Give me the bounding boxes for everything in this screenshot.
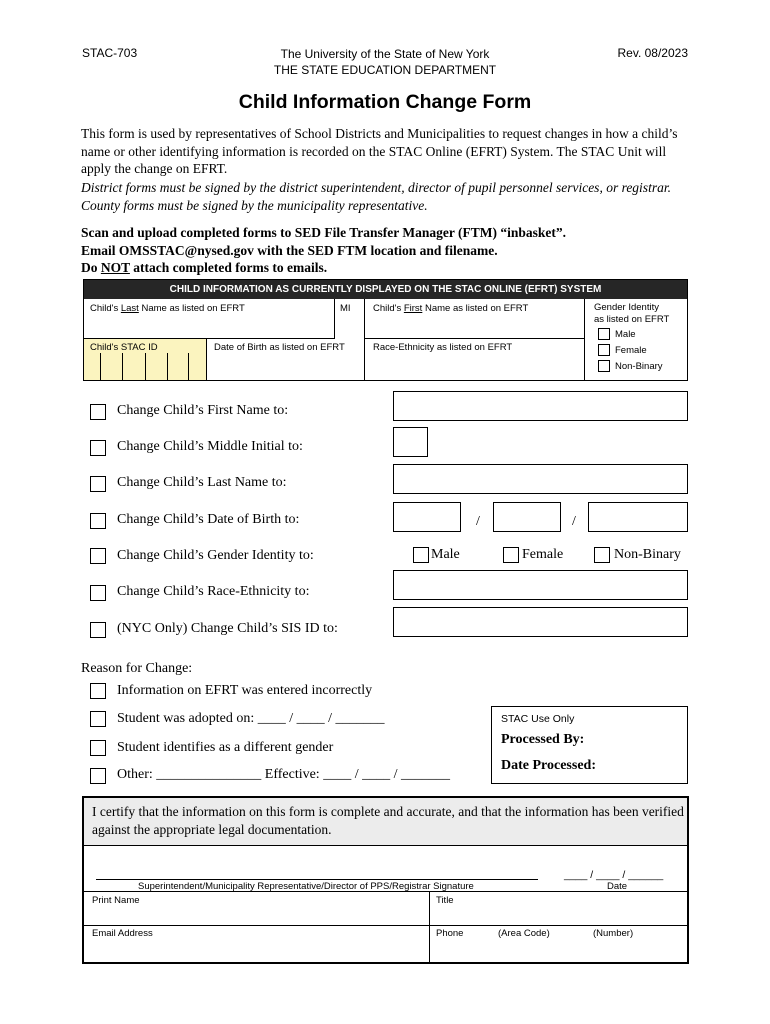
instruction-line-2: Email OMSSTAC@nysed.gov with the SED FTM location and filename. [81,242,498,258]
agency-header [200,46,570,78]
date-processed-label: Date Processed: [501,758,596,773]
change-last-name-label: Change Child’s Last Name to: [117,475,287,490]
gender-identity-label: Gender Identity as listed on EFRT [594,302,670,325]
instruction-line-3: Do NOT attach completed forms to emails. [81,260,328,275]
change-dob-checkbox[interactable] [90,513,106,529]
reason-other-label: Other: _______________ Effective: ____ / ____ / _______ [117,767,450,782]
change-race-checkbox[interactable] [90,585,106,601]
reason-efrt-incorrect-checkbox[interactable] [90,683,106,699]
print-name-label: Print Name [92,895,140,906]
reason-adopted-label: Student was adopted on: ____ / ____ / _______ [117,711,385,726]
efrt-gender-male-label: Male [615,329,636,340]
instructions [81,224,691,277]
new-gender-female-checkbox[interactable] [503,547,519,563]
last-name-label: Child's Last Name as listed on EFRT [90,303,245,314]
efrt-gender-female-label: Female [615,345,647,356]
change-dob-label: Change Child’s Date of Birth to: [117,512,300,527]
change-gender-checkbox[interactable] [90,548,106,564]
new-gender-female-label: Female [522,547,564,562]
mi-label: MI [340,303,351,314]
signature-line[interactable] [96,879,538,880]
date-blank[interactable]: ____ / ____ / ______ [564,869,664,881]
new-last-name-input[interactable] [393,464,688,494]
dob-separator-1: / [476,514,480,529]
title-input[interactable] [436,906,681,923]
new-dob-year-input[interactable] [588,502,688,532]
new-gender-nonbinary-checkbox[interactable] [594,547,610,563]
change-last-name-checkbox[interactable] [90,476,106,492]
efrt-gender-male-checkbox[interactable] [598,328,610,340]
first-name-label: Child's First Name as listed on EFRT [373,303,529,314]
change-gender-label: Change Child’s Gender Identity to: [117,548,314,563]
email-label: Email Address [92,928,153,939]
new-dob-month-input[interactable] [393,502,461,532]
stac-id-label: Child's STAC ID [90,342,158,353]
change-sis-id-label: (NYC Only) Change Child’s SIS ID to: [117,621,338,636]
change-first-name-label: Change Child’s First Name to: [117,403,289,418]
change-sis-id-checkbox[interactable] [90,622,106,638]
email-input[interactable] [92,940,422,960]
change-middle-initial-checkbox[interactable] [90,440,106,456]
reason-gender-label: Student identifies as a different gender [117,740,334,755]
signature-label: Superintendent/Municipality Representative/Director of PPS/Registrar Signature [138,881,474,892]
dob-label: Date of Birth as listed on EFRT [214,342,345,353]
phone-label: Phone [436,928,464,939]
efrt-gender-nonbinary-checkbox[interactable] [598,360,610,372]
race-ethnicity-label: Race-Ethnicity as listed on EFRT [373,342,513,353]
intro-italic-note: District forms must be signed by the district superintendent, director of pupil personnel services, or registrar. County forms must be signed by the municipality representative. [81,180,671,213]
reason-title: Reason for Change: [81,661,193,676]
change-race-label: Change Child’s Race-Ethnicity to: [117,584,310,599]
new-middle-initial-input[interactable] [393,427,428,457]
stac-use-only-title: STAC Use Only [501,713,575,725]
new-gender-nonbinary-label: Non-Binary [614,547,681,562]
reason-other-checkbox[interactable] [90,768,106,784]
new-first-name-input[interactable] [393,391,688,421]
change-middle-initial-label: Change Child’s Middle Initial to: [117,439,303,454]
stac-use-only-box [491,706,688,784]
date-label: Date [607,881,628,892]
child-info-table [83,279,688,381]
agency-line-2: THE STATE EDUCATION DEPARTMENT [273,63,497,77]
instruction-line-1: Scan and upload completed forms to SED File Transfer Manager (FTM) “inbasket”. [81,225,567,240]
reason-adopted-checkbox[interactable] [90,711,106,727]
new-sis-id-input[interactable] [393,607,688,637]
page-title: Child Information Change Form [238,91,532,113]
new-gender-male-label: Male [431,547,460,562]
dob-separator-2: / [572,514,576,529]
change-first-name-checkbox[interactable] [90,404,106,420]
reason-gender-checkbox[interactable] [90,740,106,756]
phone-number-label: (Number) [593,928,634,939]
new-dob-day-input[interactable] [493,502,561,532]
phone-input[interactable] [436,940,681,960]
area-code-label: (Area Code) [498,928,550,939]
revision: Rev. 08/2023 [617,46,688,60]
certification-text: I certify that the information on this form is complete and accurate, and that the information has been verified against the appropriate legal documentation. [92,804,684,837]
child-info-table-header: CHILD INFORMATION AS CURRENTLY DISPLAYED ON THE STAC ONLINE (EFRT) SYSTEM [84,280,687,299]
form-number: STAC-703 [82,46,138,60]
title-label: Title [436,895,454,906]
efrt-gender-female-checkbox[interactable] [598,344,610,356]
processed-by-label: Processed By: [501,732,585,747]
print-name-input[interactable] [92,906,422,923]
efrt-gender-nonbinary-label: Non-Binary [615,361,663,372]
reason-efrt-incorrect-label: Information on EFRT was entered incorrectly [117,683,373,698]
intro-paragraph: This form is used by representatives of School Districts and Municipalities to request changes in how a child’s name or other identifying information is recorded on the STAC Online (EFRT) System. The STAC Unit will apply the change on EFRT. [81,126,678,176]
certification-block [82,796,689,964]
new-race-input[interactable] [393,570,688,600]
agency-line-1: The University of the State of New York [280,47,490,61]
new-gender-male-checkbox[interactable] [413,547,429,563]
